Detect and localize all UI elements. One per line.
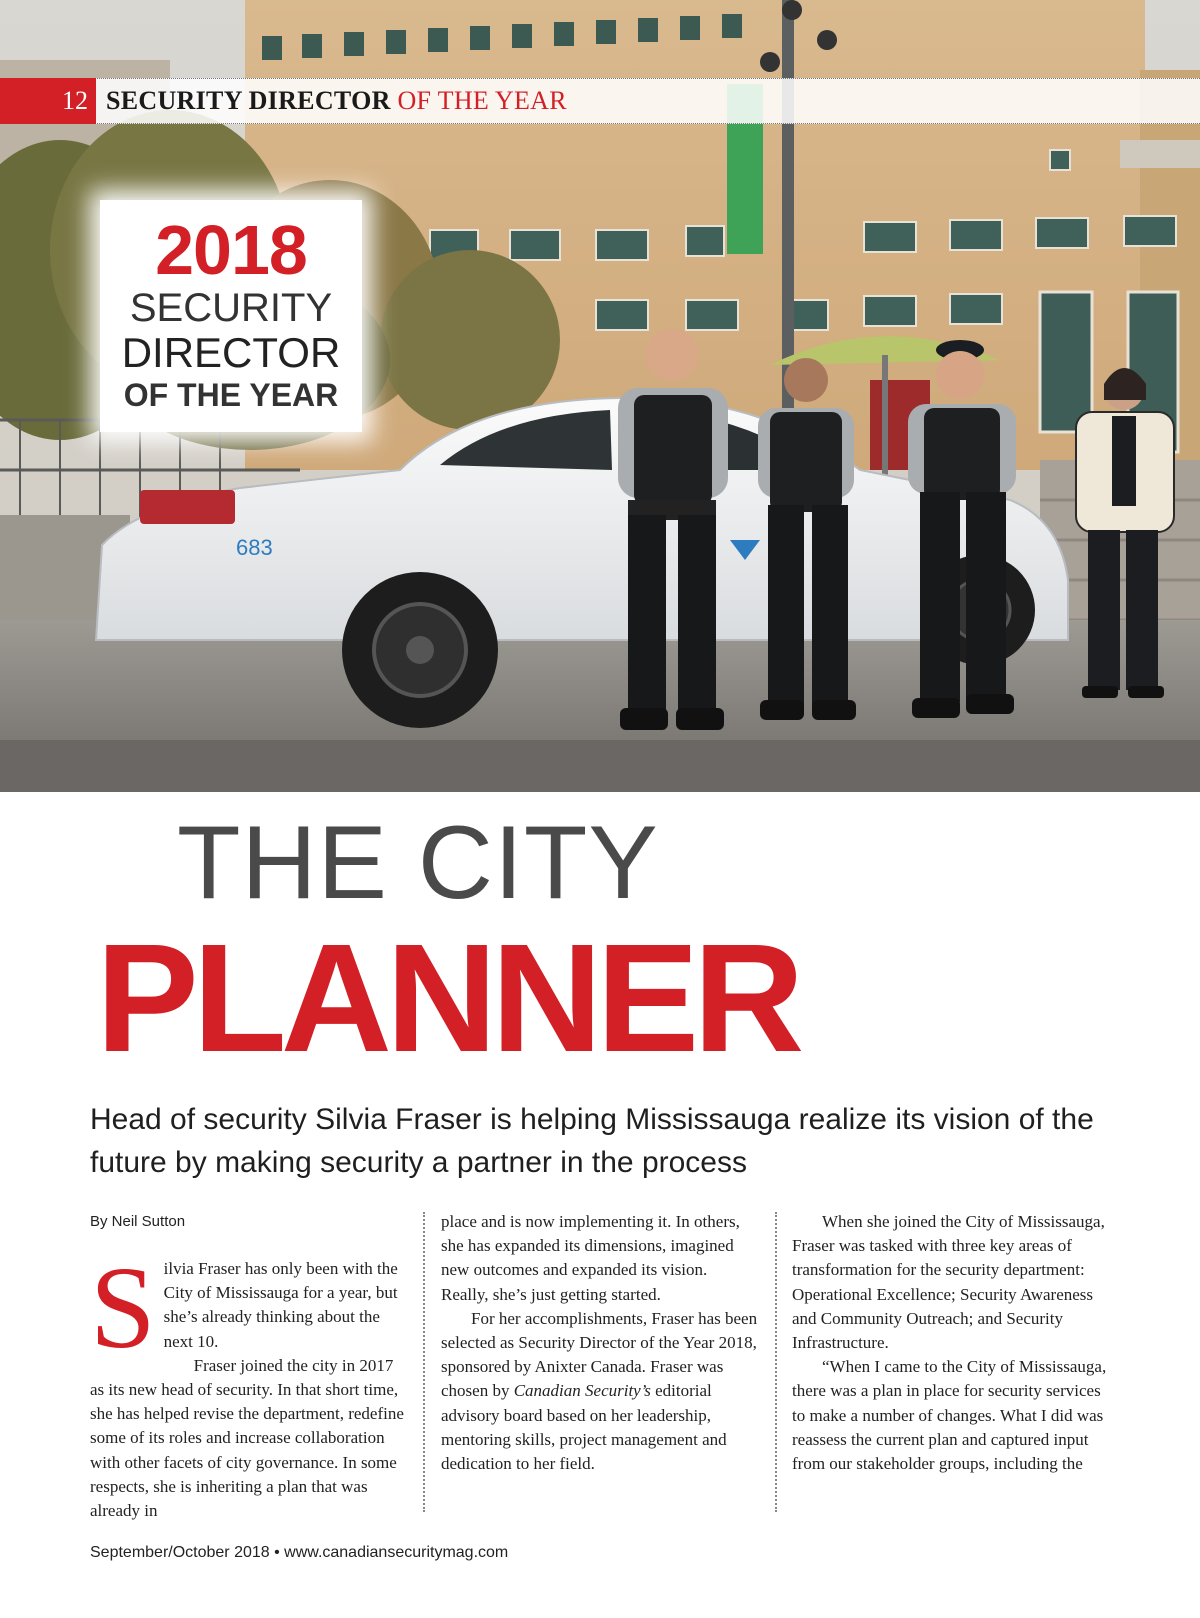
- column-divider: [423, 1212, 425, 1512]
- article-paragraph: place and is now implementing it. In others, she has expanded its dimensions, imagined new outcomes and expanded its vision. Really, she’s just getting started.: [441, 1212, 740, 1304]
- page-footer: September/October 2018 • www.canadiansecuritymag.com: [90, 1544, 509, 1561]
- badge-line-director: DIRECTOR: [121, 329, 341, 376]
- award-badge: [100, 200, 362, 432]
- section-title: [106, 86, 567, 116]
- article-paragraph: “When I came to the City of Mississauga, there was a plan in place for security services to make a number of changes. What I did was reassess the current plan and captured input from our stakeholder groups, including the: [792, 1357, 1107, 1474]
- badge-line-of-the-year: OF THE YEAR: [123, 377, 339, 413]
- article-text: For her accomplishments, Fraser has been selected as Security Director of the Year 2018, sponsored by Anixter Canada. Fraser was chosen by: [441, 1308, 758, 1401]
- deck-subheading: Head of security Silvia Fraser is helping Mississauga realize its vision of the future by making security a partner in the process: [90, 1103, 1094, 1179]
- article-paragraph: [90, 1242, 408, 1373]
- article-paragraph: [441, 1307, 759, 1476]
- car-number: 683: [236, 535, 273, 560]
- page-number: 12: [0, 78, 96, 124]
- drop-cap: S: [90, 1242, 156, 1373]
- article-text: ilvia Fraser has only been with the City of Mississauga for a year, but she’s already thinking about the next 10.: [163, 1259, 398, 1351]
- article-column-3: [792, 1210, 1110, 1476]
- badge-line-security: SECURITY: [129, 286, 333, 330]
- headline-line-2: PLANNER: [96, 912, 799, 1084]
- section-title-part1: SECURITY DIRECTOR: [106, 86, 391, 115]
- publication-name: Canadian Security’s: [513, 1381, 651, 1401]
- section-title-part2: OF THE YEAR: [390, 86, 567, 115]
- article-paragraph: When she joined the City of Mississauga, Fraser was tasked with three key areas of transformation for the security department: Operational Excellence; Security Awareness and Community Outreach; and Security Infrastructure.: [792, 1212, 1105, 1353]
- article-text: editorial advisory board based on her leadership, mentoring skills, project management and dedication to her field.: [441, 1381, 727, 1474]
- article-column-2: [441, 1210, 759, 1476]
- article-column-1: [90, 1210, 408, 1523]
- running-header: [0, 78, 1200, 124]
- column-divider: [775, 1212, 777, 1512]
- badge-year: 2018: [155, 211, 307, 289]
- byline: By Neil Sutton: [90, 1213, 186, 1230]
- headline-line-1: THE CITY: [177, 805, 659, 921]
- article-paragraph: Fraser joined the city in 2017 as its new head of security. In that short time, she has helped revise the department, redefine some of its roles and increase collaboration with other facets of city governance. In some respects, she is inheriting a plan that was already in: [90, 1355, 404, 1521]
